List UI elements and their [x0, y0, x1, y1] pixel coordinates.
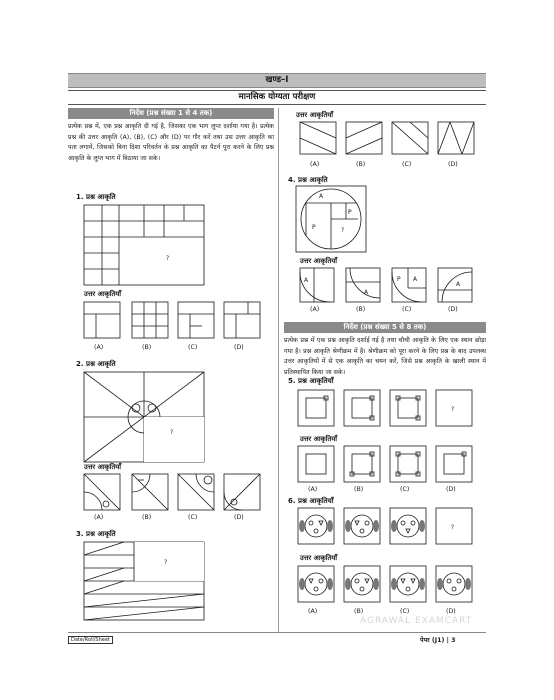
q4-fig-p2: P [312, 224, 316, 231]
q6-fig-2 [344, 508, 380, 544]
q6-label: 6. प्रश्न आकृतियाँ [288, 497, 334, 505]
q5-fig-1 [298, 390, 334, 426]
section-title: खण्ड–I [68, 73, 486, 88]
q5-option-a-figure [298, 446, 334, 482]
directions-body-5-8: प्रत्येक प्रश्न में एक प्रश्न आकृति दर्शाई गई है तथा चौथी आकृति के लिए एक स्थान छोड़ा गया है। प्रश्न आकृति श्रेणीक्रम में है। श्रेणीक्रम को पूरा करने के लिए प्रश्न के बाद उपलब्ध उत्तर आकृतियों में से एक आकृति का चयन करें, जिसे प्रश्न आकृति के खाली स्थान में प्रतिस्थापित किया जा सके। [284, 337, 486, 376]
q3-option-a-figure [300, 122, 336, 154]
q3-option-a[interactable]: (A) [310, 161, 320, 168]
q4-option-b[interactable]: (B) [356, 306, 366, 313]
q6-fig-1 [298, 508, 334, 544]
q5-fig-2 [344, 390, 380, 426]
q6-option-b[interactable]: (B) [354, 608, 364, 615]
page-footer: पेपर (J1) | 3 [420, 637, 456, 644]
q2-option-b[interactable]: (B) [142, 514, 152, 521]
q3-option-b-figure [346, 122, 382, 154]
q5-option-d[interactable]: (D) [446, 486, 456, 493]
q3-question-figure [84, 542, 204, 620]
q2-question-figure [84, 372, 204, 462]
q5-answer-label: उत्तर आकृतियाँ [300, 435, 338, 443]
q4-question-mark: ? [341, 227, 345, 234]
q6-answer-label: उत्तर आकृतियाँ [300, 554, 338, 562]
q3-answer-label: उत्तर आकृतियाँ [296, 111, 334, 119]
subsection-title: मानसिक योग्यता परीक्षण [68, 90, 486, 105]
q4-option-b-figure [346, 268, 380, 302]
q2-option-a[interactable]: (A) [94, 514, 104, 521]
q6-option-c[interactable]: (C) [400, 608, 410, 615]
q3-option-c-figure [392, 122, 428, 154]
q4-option-a[interactable]: (A) [310, 306, 320, 313]
directions-title-1-4: निर्देश (प्रश्न संख्या 1 से 4 तक) [68, 108, 274, 119]
q5-label: 5. प्रश्न आकृतियाँ [288, 377, 334, 385]
q3-option-d[interactable]: (D) [448, 161, 458, 168]
q2-option-b-figure [132, 474, 168, 510]
q1-option-a-figure [84, 302, 120, 338]
q6-option-d-figure [436, 566, 472, 602]
q1-option-d-figure [224, 302, 260, 338]
q4-fig-p1: P [348, 209, 352, 216]
q5-option-d-figure [436, 446, 472, 482]
q3-label: 3. प्रश्न आकृति [76, 530, 116, 538]
footer-rule [68, 632, 486, 633]
q4-opt-a-letter: A [304, 277, 309, 284]
q6-fig-3 [390, 508, 426, 544]
q4-label: 4. प्रश्न आकृति [288, 176, 328, 184]
q3-option-b[interactable]: (B) [356, 161, 366, 168]
q4-answer-figures [300, 268, 480, 304]
q3-option-c[interactable]: (C) [402, 161, 412, 168]
q5-fig-3 [390, 390, 426, 426]
q5-option-c[interactable]: (C) [400, 486, 410, 493]
directions-title-5-8: निर्देश (प्रश्न संख्या 5 से 8 तक) [284, 322, 486, 333]
q6-option-b-figure [344, 566, 380, 602]
column-divider [278, 108, 279, 632]
q4-opt-c-letter-a: A [413, 276, 418, 283]
q2-option-d-figure [224, 474, 260, 510]
q6-question-mark: ? [451, 524, 455, 531]
q3-option-d-figure [438, 122, 474, 154]
q5-option-b[interactable]: (B) [354, 486, 364, 493]
left-column [68, 108, 274, 164]
q4-question-figure [296, 186, 368, 252]
q1-question-mark: ? [166, 255, 170, 262]
q4-fig-a: A [319, 193, 324, 200]
q4-option-d-figure [438, 268, 472, 302]
q1-answer-label: उत्तर आकृतियाँ [84, 290, 122, 298]
q4-option-c-figure [392, 268, 426, 302]
q1-option-c[interactable]: (C) [188, 344, 198, 351]
q3-answer-figures [300, 122, 480, 158]
q1-answer-figures [84, 302, 264, 342]
q2-label: 2. प्रश्न आकृति [76, 360, 116, 368]
q5-option-c-figure [390, 446, 426, 482]
q6-option-d[interactable]: (D) [446, 608, 456, 615]
q2-option-c[interactable]: (C) [188, 514, 198, 521]
q2-answer-label: उत्तर आकृतियाँ [84, 463, 122, 471]
directions-5-8 [284, 322, 486, 378]
q6-option-c-figure [390, 566, 426, 602]
q3-question-mark: ? [164, 559, 168, 566]
q2-option-a-figure [84, 474, 120, 510]
q4-answer-label: उत्तर आकृतियाँ [300, 257, 338, 265]
q1-option-c-figure [178, 302, 214, 338]
q5-option-a[interactable]: (A) [308, 486, 318, 493]
q4-opt-d-letter: A [456, 281, 461, 288]
q1-option-d[interactable]: (D) [234, 344, 244, 351]
q6-fig-4 [436, 508, 472, 544]
q6-question-figures [298, 508, 478, 548]
q1-question-figure [84, 205, 204, 285]
q2-question-mark: ? [170, 429, 174, 436]
watermark: AGRAWAL EXAMCART [360, 616, 473, 626]
q2-answer-figures [84, 474, 264, 514]
q5-fig-4 [436, 390, 472, 426]
q1-label: 1. प्रश्न आकृति [76, 193, 116, 201]
q5-question-mark: ? [451, 406, 455, 413]
q5-option-b-figure [344, 446, 380, 482]
q6-answer-figures [298, 566, 478, 606]
q5-question-figures [298, 390, 478, 430]
directions-body-1-4: प्रत्येक प्रश्न में, एक प्रश्न आकृति दी गई है, जिसका एक भाग लुप्त दर्शाया गया है। प्रत्येक प्रश्न की उत्तर आकृति (A), (B), (C) और (D) पर गौर करें तथा उस उत्तर आकृति का पता लगायें, जिसको बिना दिशा परिवर्तन के प्रश्न आकृति का पैटर्न पूरा करने के लिए प्रश्न आकृति के लुप्त भाग में बिठाया जा सके। [68, 123, 274, 162]
q6-option-a-figure [298, 566, 334, 602]
q1-option-a[interactable]: (A) [94, 344, 104, 351]
footer-left-box: Date/Roll/Sheet [68, 636, 113, 644]
q4-opt-b-letter: A [364, 289, 369, 296]
q4-option-a-figure [300, 268, 334, 302]
q1-option-b-figure [132, 302, 168, 338]
q2-option-c-figure [178, 474, 214, 510]
q4-option-c[interactable]: (C) [402, 306, 412, 313]
q4-opt-c-letter-p: P [397, 276, 401, 283]
q5-answer-figures [298, 446, 478, 486]
q6-option-a[interactable]: (A) [308, 608, 318, 615]
q4-option-d[interactable]: (D) [448, 306, 458, 313]
q2-option-d[interactable]: (D) [234, 514, 244, 521]
q1-option-b[interactable]: (B) [142, 344, 152, 351]
